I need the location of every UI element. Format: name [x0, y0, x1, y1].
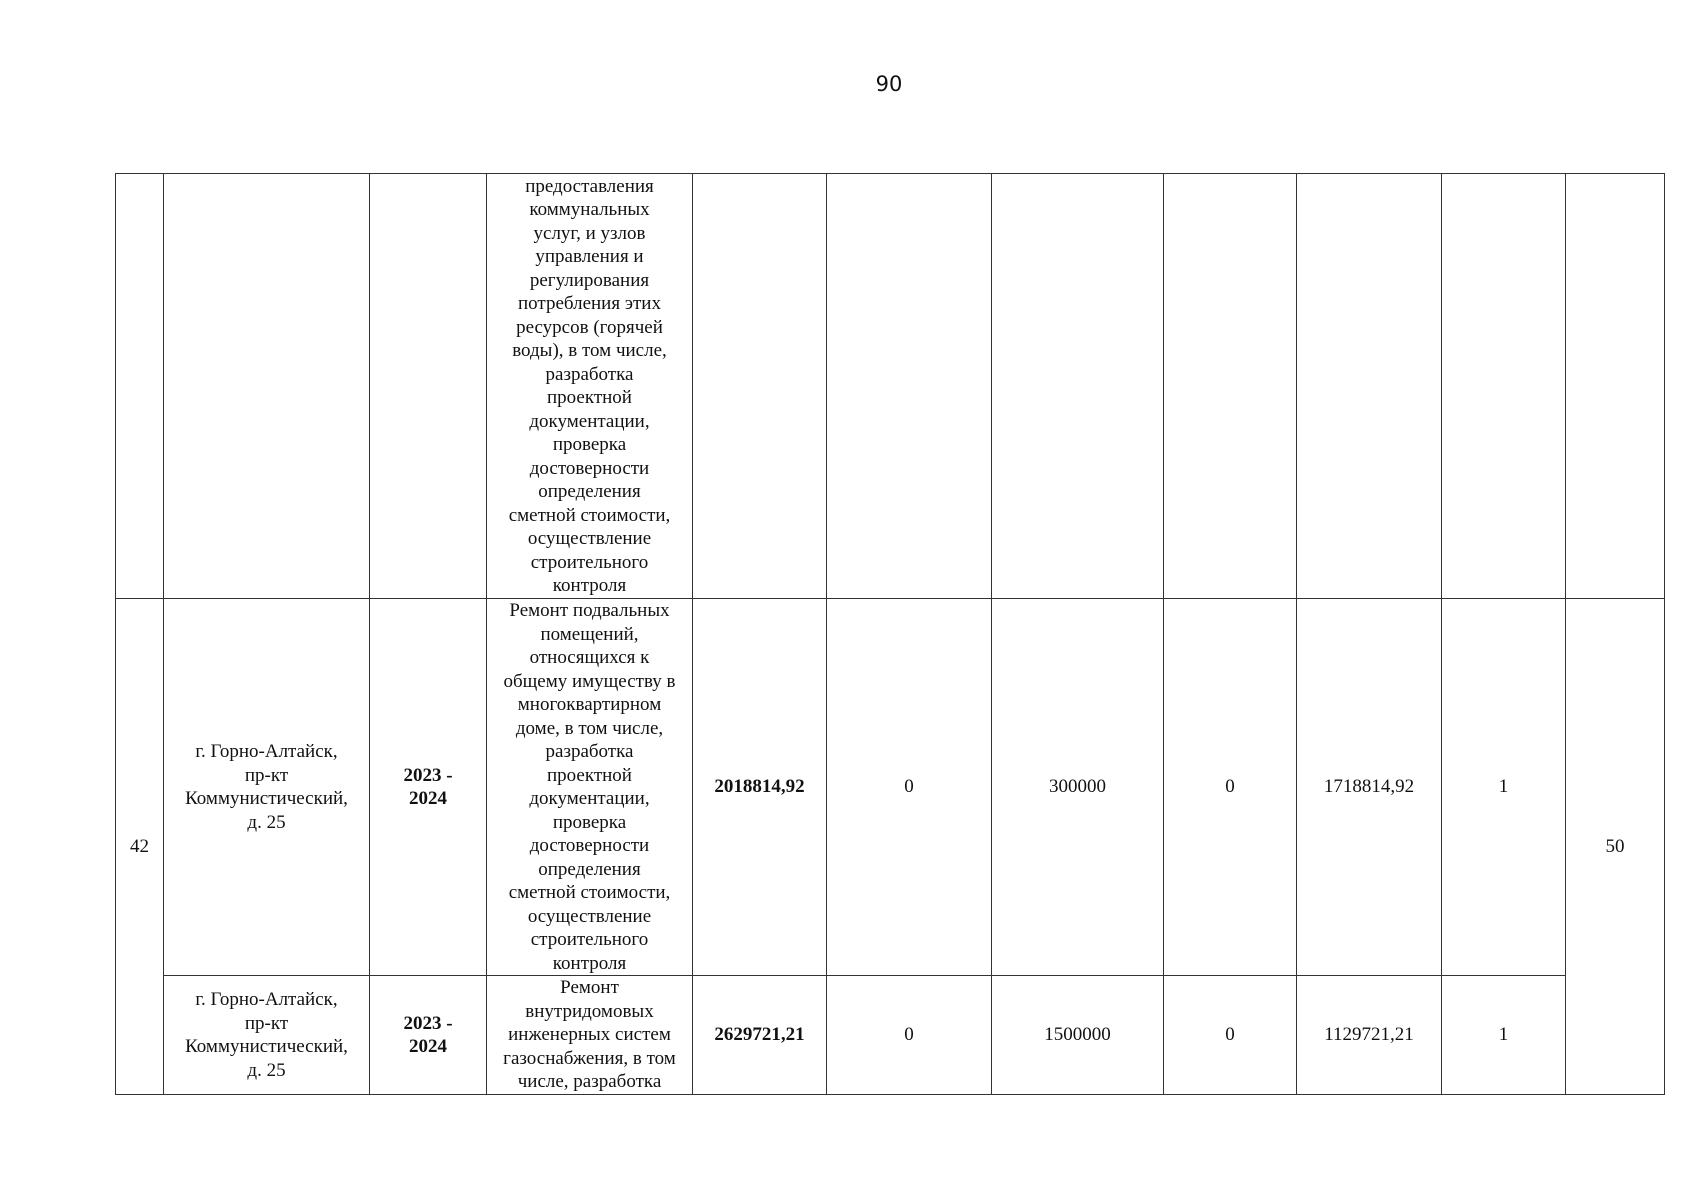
cell-value-4: 1129721,21 — [1297, 976, 1442, 1095]
cell-value-3: 0 — [1164, 976, 1297, 1095]
cell-index — [116, 174, 164, 599]
text-line: проверка — [552, 811, 627, 833]
cell-value-4: 1718814,92 — [1297, 599, 1442, 976]
cell-last: 50 — [1566, 599, 1665, 1095]
text-line: пр-кт — [244, 1012, 289, 1034]
text-line: Коммунистический, — [185, 1036, 348, 1057]
text-line: осуществление — [527, 905, 652, 927]
text-line: 2023 - — [403, 1012, 453, 1034]
text-line: помещений, — [540, 623, 639, 645]
text-line: ресурсов (горячей — [516, 316, 663, 338]
text-line: многоквартирном — [517, 694, 662, 715]
text-line: г. Горно-Алтайск, — [195, 989, 338, 1010]
capital-repair-table — [115, 173, 1665, 1095]
cell-address — [164, 599, 370, 976]
text-line: 2024 — [409, 788, 447, 809]
table-row — [116, 599, 1665, 976]
cell-value-1: 0 — [827, 976, 992, 1095]
text-line: 2023 - — [403, 764, 453, 786]
text-line: разработка — [545, 741, 634, 762]
address-text — [167, 988, 366, 1082]
text-line: потребления этих — [518, 293, 661, 314]
cell-work-type — [487, 976, 693, 1095]
text-line: осуществление — [527, 528, 652, 549]
text-line: контроля — [552, 575, 627, 596]
cell-value-5: 1 — [1442, 599, 1566, 976]
text-line: газоснабжения, в том — [503, 1047, 676, 1069]
text-line: предоставления — [525, 175, 654, 197]
cell-period — [370, 174, 487, 599]
cell-value-4 — [1297, 174, 1442, 599]
text-line: коммунальных — [529, 199, 650, 220]
text-line: определения — [538, 481, 641, 502]
table-row — [116, 976, 1665, 1095]
text-line: числе, разработка — [517, 1071, 662, 1093]
cell-index: 42 — [116, 599, 164, 1095]
text-line: инженерных систем — [508, 1024, 671, 1046]
cell-last — [1566, 174, 1665, 599]
text-line: документации, — [529, 788, 650, 809]
cell-value-1 — [827, 174, 992, 599]
text-line: сметной стоимости, — [508, 882, 671, 903]
cell-address — [164, 976, 370, 1095]
text-line: Ремонт — [560, 977, 619, 999]
text-line: Ремонт подвальных — [509, 600, 670, 621]
text-line: воды), в том числе, — [512, 340, 667, 361]
period-text — [373, 764, 483, 811]
period-text — [373, 1012, 483, 1059]
text-line: д. 25 — [247, 1059, 286, 1081]
cell-address — [164, 174, 370, 599]
text-line: регулирования — [529, 269, 650, 291]
text-line: управления и — [535, 246, 644, 267]
text-line: общему имуществу в — [503, 670, 676, 692]
cell-value-3: 0 — [1164, 599, 1297, 976]
text-line: достоверности — [529, 835, 650, 856]
cell-period — [370, 599, 487, 976]
cell-total — [693, 174, 827, 599]
text-line: достоверности — [529, 457, 650, 479]
page-number: 90 — [875, 72, 903, 96]
cell-work-type — [487, 174, 693, 599]
cell-value-3 — [1164, 174, 1297, 599]
work-type-text — [490, 976, 689, 1094]
cell-total: 2018814,92 — [693, 599, 827, 976]
text-line: д. 25 — [247, 811, 286, 833]
text-line: определения — [538, 858, 641, 880]
text-line: контроля — [552, 952, 627, 974]
text-line: строительного — [530, 929, 649, 950]
cell-value-5: 1 — [1442, 976, 1566, 1095]
work-type-text — [490, 175, 689, 598]
cell-value-5 — [1442, 174, 1566, 599]
cell-value-1: 0 — [827, 599, 992, 976]
cell-period — [370, 976, 487, 1095]
text-line: разработка — [545, 363, 634, 385]
cell-value-2: 1500000 — [992, 976, 1164, 1095]
table-row-continuation — [116, 174, 1665, 599]
text-line: услуг, и узлов — [533, 222, 646, 244]
text-line: документации, — [529, 410, 650, 432]
address-text — [167, 740, 366, 834]
text-line: пр-кт — [244, 764, 289, 786]
text-line: сметной стоимости, — [508, 504, 671, 526]
text-line: строительного — [530, 551, 649, 573]
text-line: г. Горно-Алтайск, — [195, 741, 338, 762]
cell-value-2: 300000 — [992, 599, 1164, 976]
cell-work-type — [487, 599, 693, 976]
work-type-text — [490, 599, 689, 975]
text-line: Коммунистический, — [185, 788, 348, 809]
text-line: проверка — [552, 434, 627, 455]
text-line: 2024 — [409, 1036, 447, 1057]
text-line: относящихся к — [529, 647, 650, 668]
text-line: внутридомовых — [525, 1000, 654, 1022]
text-line: доме, в том числе, — [515, 717, 664, 739]
text-line: проектной — [547, 764, 632, 786]
cell-total: 2629721,21 — [693, 976, 827, 1095]
text-line: проектной — [547, 387, 632, 408]
cell-value-2 — [992, 174, 1164, 599]
